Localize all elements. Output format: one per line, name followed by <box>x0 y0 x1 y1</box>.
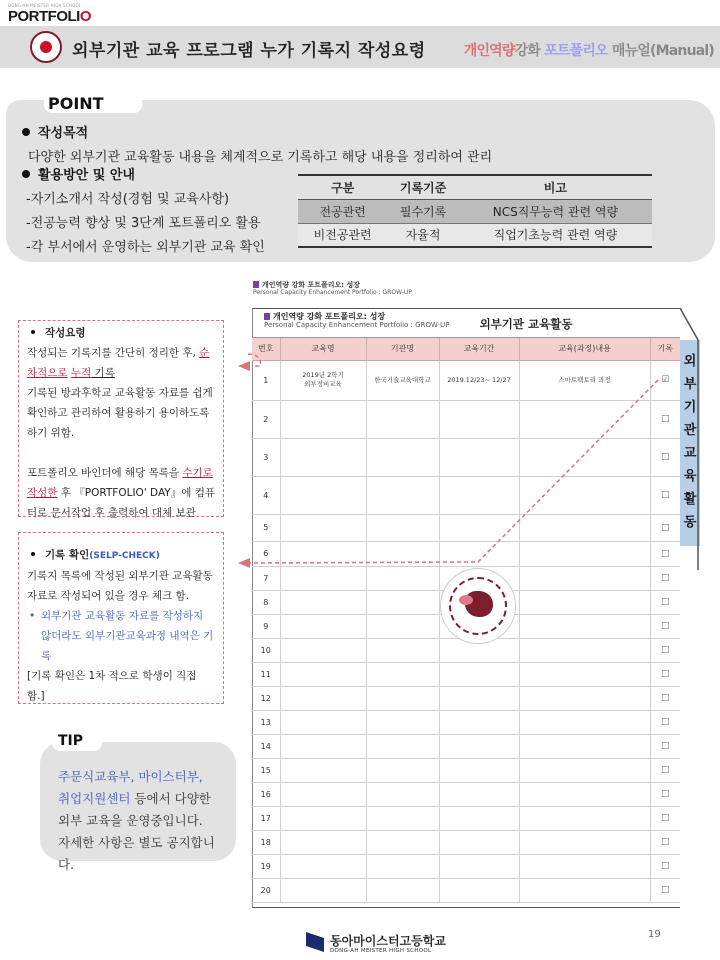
manual-tag-part: 개인역량 <box>463 43 515 59</box>
usage-item: -각 부서에서 운영하는 외부기관 교육 확인 <box>26 240 265 255</box>
row-number: 6 <box>252 541 280 566</box>
row-content: 스마트팩토리 과정 <box>519 360 650 400</box>
table-cell: 전공관련 <box>298 199 387 223</box>
bullet-icon <box>31 552 35 556</box>
table-cell[interactable] <box>366 782 439 806</box>
table-row <box>298 223 652 247</box>
table-cell[interactable] <box>280 662 366 686</box>
table-cell[interactable] <box>280 734 366 758</box>
record-checkbox[interactable]: □ <box>650 878 680 902</box>
usage-heading-text: 활용방안 및 안내 <box>38 168 135 183</box>
seal-mascot-icon <box>465 591 493 617</box>
row-number: 2 <box>252 400 280 438</box>
row-number: 15 <box>252 758 280 782</box>
table-cell[interactable] <box>519 541 650 566</box>
record-checkbox[interactable]: □ <box>650 400 680 438</box>
record-checkbox[interactable]: □ <box>650 686 680 710</box>
purpose-text: 다양한 외부기관 교육활동 내용을 체계적으로 기록하고 해당 내용을 정리하여 관리 <box>28 150 493 165</box>
course-name-line: 외부정비교육 <box>304 380 342 388</box>
row-number: 20 <box>252 878 280 902</box>
table-cell[interactable] <box>366 830 439 854</box>
note-heading-text: 작성요령 <box>45 327 86 339</box>
manual-tag-part: 포트폴리오 <box>544 43 608 59</box>
table-cell[interactable] <box>280 590 366 614</box>
table-row <box>252 514 680 541</box>
table-cell[interactable] <box>519 830 650 854</box>
table-row <box>252 806 680 830</box>
record-checkbox[interactable]: □ <box>650 566 680 590</box>
table-cell[interactable] <box>280 476 366 514</box>
table-cell[interactable] <box>366 854 439 878</box>
school-emblem-icon <box>30 31 62 63</box>
table-cell[interactable] <box>439 710 519 734</box>
side-label-char: 외 <box>683 354 697 369</box>
table-row <box>252 662 680 686</box>
row-number: 17 <box>252 806 280 830</box>
table-cell[interactable] <box>439 686 519 710</box>
row-number: 9 <box>252 614 280 638</box>
table-cell[interactable] <box>519 782 650 806</box>
record-checkbox[interactable]: □ <box>650 758 680 782</box>
brand-part: 포트폴리오: <box>322 312 370 321</box>
school-name: 동아마이스터고등학교 <box>330 934 446 948</box>
note-heading-text: 기록 확인 <box>45 549 90 561</box>
school-name-en: DONG-AH MEISTER HIGH SCHOOL <box>330 948 432 954</box>
record-checkbox[interactable]: □ <box>650 590 680 614</box>
table-cell[interactable] <box>280 541 366 566</box>
table-cell[interactable] <box>366 806 439 830</box>
row-number: 19 <box>252 854 280 878</box>
side-label-char: 관 <box>683 423 697 438</box>
table-cell[interactable] <box>519 710 650 734</box>
table-cell[interactable] <box>366 614 439 638</box>
note-text: 포트폴리오 바인더에 해당 목록을 <box>27 467 183 479</box>
record-checkbox[interactable]: □ <box>650 638 680 662</box>
table-cell[interactable] <box>519 854 650 878</box>
note-sub-item: • 외부기관 교육활동 자료를 작성하지 않더라도 외부기관교육과정 내역은 기록 <box>27 606 215 666</box>
table-cell[interactable] <box>280 806 366 830</box>
row-number: 3 <box>252 438 280 476</box>
table-row <box>252 782 680 806</box>
row-number: 1 <box>252 360 280 400</box>
note-paragraph: [기록 확인은 1차 적으로 학생이 직접 함.] <box>27 670 197 702</box>
table-cell[interactable] <box>519 514 650 541</box>
brand-part: 강화 <box>306 312 323 321</box>
table-cell[interactable] <box>366 400 439 438</box>
col-course-name: 교육명 <box>280 338 366 360</box>
table-cell[interactable] <box>280 514 366 541</box>
side-label-char: 부 <box>683 377 697 392</box>
note-paragraph: 기록된 방과후학교 교육활동 자료를 쉽게 확인하고 관리하여 활용하기 용이하도록 하기 위함. <box>27 387 213 439</box>
table-cell[interactable] <box>439 476 519 514</box>
table-cell[interactable] <box>366 476 439 514</box>
table-row <box>252 854 680 878</box>
row-number: 7 <box>252 566 280 590</box>
brand-part: 개인역량 <box>273 312 307 321</box>
table-cell[interactable] <box>280 878 366 902</box>
table-cell[interactable] <box>439 854 519 878</box>
record-checkbox[interactable]: □ <box>650 541 680 566</box>
brand-en: Personal Capacity Enhancement Portfolio : GROW-UP <box>253 289 412 296</box>
note-text: 후 『PORTFOLIO' DAY』에 컴퓨터로 문서작업 후 출력하여 대체 보관 <box>27 487 215 519</box>
table-cell[interactable] <box>519 400 650 438</box>
col-organization: 기관명 <box>366 338 439 360</box>
tip-section <box>40 742 236 872</box>
table-cell[interactable] <box>519 662 650 686</box>
purpose-heading-text: 작성목적 <box>38 126 89 141</box>
table-cell: 자율적 <box>387 223 458 247</box>
side-label-char: 동 <box>683 515 697 530</box>
table-cell[interactable] <box>366 566 439 590</box>
brand-part: 성장 <box>346 281 361 289</box>
table-cell[interactable] <box>439 541 519 566</box>
table-cell: 필수기록 <box>387 199 458 223</box>
purpose-heading <box>22 122 88 141</box>
form-preview-brand <box>253 281 412 296</box>
record-checkbox[interactable]: □ <box>650 438 680 476</box>
side-label-char: 육 <box>683 469 697 484</box>
side-label-char: 교 <box>683 446 697 461</box>
page-title: 외부기관 교육 프로그램 누가 기록지 작성요령 <box>72 41 426 61</box>
table-cell[interactable] <box>366 638 439 662</box>
tip-departments: 주문식교육부, 마이스터부, 취업지원센터 <box>58 769 203 806</box>
row-number: 13 <box>252 710 280 734</box>
point-label: POINT <box>48 94 104 113</box>
usage-heading <box>22 164 135 183</box>
table-cell[interactable] <box>519 806 650 830</box>
table-row <box>252 710 680 734</box>
table-cell[interactable] <box>280 566 366 590</box>
row-number: 4 <box>252 476 280 514</box>
table-cell[interactable] <box>280 400 366 438</box>
table-cell[interactable] <box>280 614 366 638</box>
note-emphasis: 수기로 작성한 <box>27 467 213 499</box>
table-cell[interactable] <box>439 662 519 686</box>
table-cell[interactable] <box>519 686 650 710</box>
page-number: 19 <box>648 929 661 940</box>
writing-guide-note <box>18 320 224 517</box>
table-cell[interactable] <box>366 686 439 710</box>
school-seal-icon <box>440 568 516 644</box>
note-emphasis: 순 <box>199 347 210 359</box>
manual-tag <box>464 40 714 60</box>
table-cell[interactable] <box>439 830 519 854</box>
table-cell[interactable] <box>366 514 439 541</box>
note-paragraph <box>27 463 215 523</box>
note-heading-en: (SELP-CHECK) <box>89 551 160 561</box>
side-label-char: 활 <box>683 492 697 507</box>
record-checkbox[interactable]: □ <box>650 476 680 514</box>
table-cell[interactable] <box>280 782 366 806</box>
arrow-head-icon <box>238 361 250 371</box>
note-text: 기록 <box>91 367 115 379</box>
table-row <box>252 686 680 710</box>
table-cell[interactable] <box>439 400 519 438</box>
record-checkbox[interactable]: □ <box>650 734 680 758</box>
note-spacer <box>27 443 215 463</box>
table-cell[interactable] <box>519 566 650 590</box>
col-number: 번호 <box>252 338 280 360</box>
table-cell[interactable] <box>366 734 439 758</box>
row-number: 16 <box>252 782 280 806</box>
course-name-line: 2019년 2학기 <box>302 371 344 379</box>
bullet-icon <box>22 128 30 136</box>
table-cell[interactable] <box>519 878 650 902</box>
form-title: 외부기관 교육활동 <box>479 317 573 331</box>
record-checkbox[interactable]: □ <box>650 514 680 541</box>
usage-item: -자기소개서 작성(경험 및 교육사항) <box>26 192 230 207</box>
form-header <box>252 308 680 338</box>
row-number: 5 <box>252 514 280 541</box>
table-cell[interactable] <box>519 734 650 758</box>
note-emphasis: 누적 <box>70 367 92 379</box>
record-criteria-table <box>298 174 652 248</box>
school-logo-icon <box>306 932 324 952</box>
table-row <box>252 360 680 400</box>
table-header-row <box>298 175 652 199</box>
brand-tagline: DONG-AH MEISTER HIGH SCHOOL <box>8 3 82 8</box>
table-row <box>252 400 680 438</box>
table-cell[interactable] <box>439 734 519 758</box>
record-checkbox[interactable]: □ <box>650 806 680 830</box>
wordmark-text: PORTFOLI <box>8 8 80 25</box>
table-header-cell: 기록기준 <box>387 175 458 199</box>
table-cell[interactable] <box>519 590 650 614</box>
table-cell: 비전공관련 <box>298 223 387 247</box>
note-heading <box>27 545 215 566</box>
brand-part: 포트폴리오: <box>305 281 347 289</box>
table-cell[interactable] <box>519 614 650 638</box>
table-cell[interactable] <box>280 758 366 782</box>
table-header-cell: 구분 <box>298 175 387 199</box>
table-cell[interactable] <box>366 710 439 734</box>
row-period: 2019.12/23~ 12/27 <box>439 360 519 400</box>
note-heading <box>27 323 215 343</box>
row-number: 12 <box>252 686 280 710</box>
table-row <box>252 830 680 854</box>
portfolio-wordmark <box>8 8 91 25</box>
table-row <box>252 438 680 476</box>
table-cell[interactable] <box>519 476 650 514</box>
row-number: 11 <box>252 662 280 686</box>
col-period: 교육기간 <box>439 338 519 360</box>
brand-logo <box>8 3 91 25</box>
note-line <box>27 343 215 363</box>
table-row <box>252 878 680 902</box>
bullet-icon <box>22 170 30 178</box>
brand-en: Personal Capacity Enhancement Portfolio : GROW-UP <box>264 321 450 329</box>
table-cell[interactable] <box>366 878 439 902</box>
table-row <box>252 541 680 566</box>
table-row <box>298 199 652 223</box>
table-cell[interactable] <box>280 854 366 878</box>
record-checkbox[interactable]: □ <box>650 662 680 686</box>
table-cell[interactable] <box>439 758 519 782</box>
table-header-row <box>252 338 680 360</box>
record-checkbox[interactable]: □ <box>650 710 680 734</box>
row-course-name <box>280 360 366 400</box>
table-cell[interactable] <box>519 758 650 782</box>
note-emphasis: 차적으로 <box>27 367 68 379</box>
table-cell[interactable] <box>366 590 439 614</box>
note-text: 작성되는 기록지를 간단히 정리한 후, <box>27 347 200 359</box>
wordmark-o: O <box>79 8 91 25</box>
table-cell[interactable] <box>366 438 439 476</box>
record-checkbox[interactable]: □ <box>650 854 680 878</box>
self-check-note <box>18 532 224 704</box>
table-cell[interactable] <box>439 878 519 902</box>
table-header-cell: 비고 <box>459 175 652 199</box>
table-cell[interactable] <box>280 438 366 476</box>
table-cell[interactable] <box>519 438 650 476</box>
note-line <box>27 363 215 383</box>
col-content: 교육(과정)내용 <box>519 338 650 360</box>
portfolio-icon <box>253 281 259 288</box>
arrow-head-icon <box>238 558 250 568</box>
table-cell: NCS직무능력 관련 역량 <box>459 199 652 223</box>
row-number: 10 <box>252 638 280 662</box>
row-organization: 한국기술교육대학교 <box>366 360 439 400</box>
record-checkbox[interactable]: ☑ <box>650 360 680 400</box>
manual-tag-part: 강화 <box>514 43 541 59</box>
note-paragraph: 기록지 목록에 작성된 외부기관 교육활동 자료로 작성되어 있을 경우 체크 함. <box>27 570 213 602</box>
row-number: 14 <box>252 734 280 758</box>
record-checkbox[interactable]: □ <box>650 782 680 806</box>
brand-part: 강화 <box>291 281 306 289</box>
table-cell[interactable] <box>280 710 366 734</box>
table-cell[interactable] <box>439 514 519 541</box>
record-checkbox[interactable]: □ <box>650 830 680 854</box>
record-checkbox[interactable]: □ <box>650 614 680 638</box>
table-cell[interactable] <box>366 662 439 686</box>
row-number: 8 <box>252 590 280 614</box>
table-cell[interactable] <box>366 541 439 566</box>
brand-part: 개인역량 <box>262 281 292 289</box>
table-cell[interactable] <box>519 638 650 662</box>
side-label-char: 기 <box>683 400 697 415</box>
row-number: 18 <box>252 830 280 854</box>
bullet-icon <box>31 330 35 334</box>
table-cell[interactable] <box>280 638 366 662</box>
table-row <box>252 476 680 514</box>
brand-part: 성장 <box>369 312 386 321</box>
form-side-label <box>680 340 700 546</box>
table-cell[interactable] <box>439 806 519 830</box>
tip-text: 등에서 다양한 외부 교육을 운영중입니다. 자세한 사항은 별도 공지합니다. <box>58 791 215 872</box>
table-cell: 직업기초능력 관련 역량 <box>459 223 652 247</box>
table-cell[interactable] <box>439 782 519 806</box>
table-cell[interactable] <box>366 758 439 782</box>
usage-item: -전공능력 향상 및 3단계 포트폴리오 활용 <box>26 216 261 231</box>
tip-label: TIP <box>58 733 84 749</box>
table-row <box>252 758 680 782</box>
title-bar <box>0 26 720 68</box>
table-cell[interactable] <box>439 438 519 476</box>
table-cell[interactable] <box>280 830 366 854</box>
table-row <box>252 734 680 758</box>
col-record: 기록 <box>650 338 680 360</box>
manual-tag-part: 매뉴얼(Manual) <box>611 43 714 59</box>
table-cell[interactable] <box>280 686 366 710</box>
